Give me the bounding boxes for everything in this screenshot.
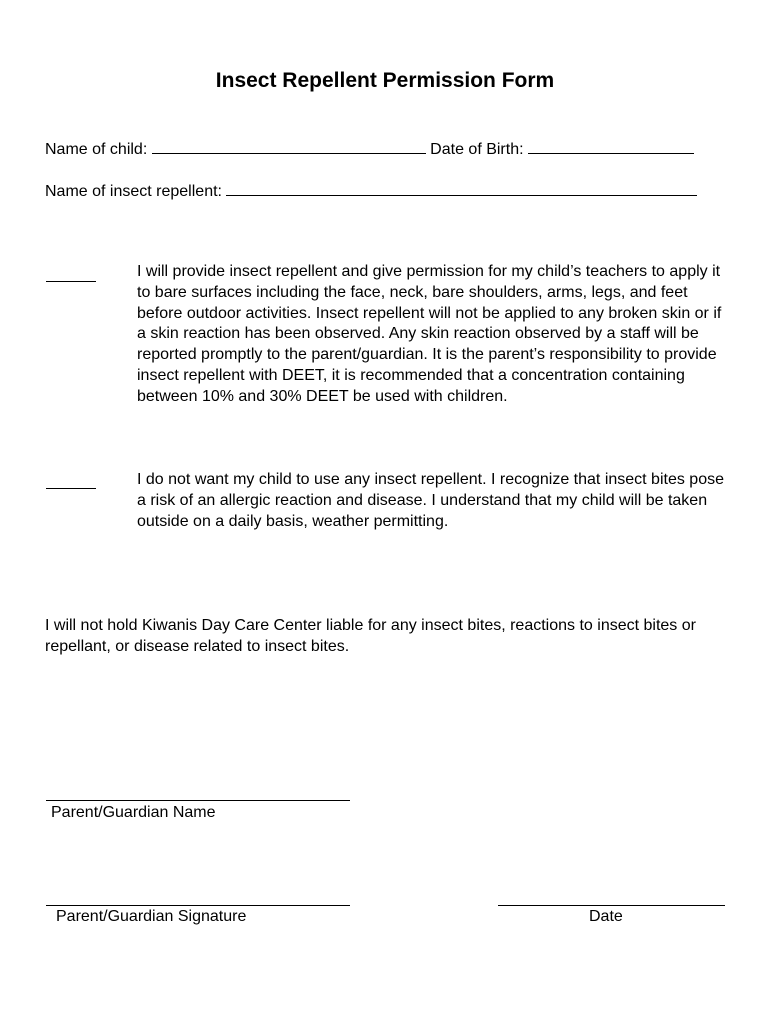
guardian-signature-label: Parent/Guardian Signature: [56, 908, 247, 925]
guardian-name-line[interactable]: [46, 800, 350, 801]
repellent-name-label: Name of insect repellent:: [45, 183, 222, 200]
date-line[interactable]: [498, 905, 725, 906]
option-provide-checkbox-blank[interactable]: [46, 281, 96, 282]
repellent-name-field[interactable]: [226, 180, 697, 196]
guardian-signature-line[interactable]: [46, 905, 350, 906]
page-title: Insect Repellent Permission Form: [215, 69, 555, 92]
date-label: Date: [589, 908, 623, 925]
liability-disclaimer: I will not hold Kiwanis Day Care Center liable for any insect bites, reactions to insect bites or repellant, or disease related to insect bites.: [45, 617, 696, 655]
child-name-field[interactable]: [152, 138, 426, 154]
guardian-name-label: Parent/Guardian Name: [51, 804, 216, 821]
dob-field[interactable]: [528, 138, 694, 154]
child-info-row: [45, 138, 694, 160]
repellent-row: [45, 180, 697, 202]
option-decline-checkbox-blank[interactable]: [46, 488, 96, 489]
option-provide-text: I will provide insect repellent and give permission for my child’s teachers to apply it to bare surfaces including the face, neck, bare shoulders, arms, legs, and feet before outdoor activities. Insect repellent will not be applied to any broken skin or if a skin reaction has been observed. Any skin reaction observed by a staff will be reported promptly to the parent/guardian. It is the parent’s responsibility to provide insect repellent with DEET, it is recommended that a concentration containing between 10% and 30% DEET be used with children.: [137, 263, 722, 405]
dob-label: Date of Birth:: [430, 141, 524, 158]
child-name-label: Name of child:: [45, 141, 148, 158]
option-decline-text: I do not want my child to use any insect repellent. I recognize that insect bites pose a risk of an allergic reaction and disease. I understand that my child will be taken outside on a daily basis, weather permitting.: [137, 471, 724, 530]
